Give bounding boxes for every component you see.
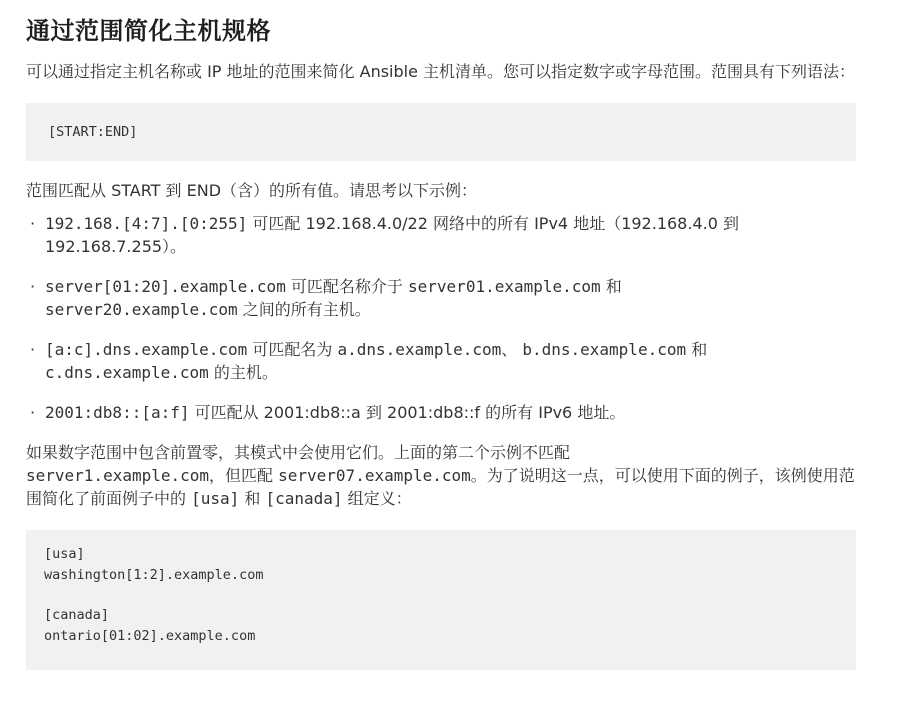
inline-code: 2001:db8::[a:f] (45, 403, 190, 422)
inline-code: server01.example.com (408, 277, 601, 296)
inline-code: b.dns.example.com (522, 340, 687, 359)
example-text: 和 (600, 277, 622, 296)
section-title: 通过范围简化主机规格 (26, 17, 271, 45)
paragraph-text: ，但匹配 (209, 466, 279, 485)
inline-code: server[01:20].example.com (45, 277, 286, 296)
inline-code: server20.example.com (45, 300, 238, 319)
list-item (26, 401, 865, 424)
example-text: 可匹配 192.168.4.0/22 网络中的所有 IPv4 地址（192.168.4.0 到 192.168.7.255）。 (45, 214, 739, 256)
code-line: washington[1:2].example.com (44, 567, 264, 583)
leading-zero-paragraph (26, 441, 856, 510)
example-text: 可匹配名为 (247, 340, 338, 359)
list-item (26, 275, 865, 321)
inline-code: [a:c].dns.example.com (45, 340, 248, 359)
inline-code: server07.example.com (278, 466, 471, 485)
example-text: 之间的所有主机。 (237, 300, 371, 319)
paragraph-text: 和 (239, 489, 266, 508)
intro-paragraph: 可以通过指定主机名称或 IP 地址的范围来简化 Ansible 主机清单。您可以指定数字或字母范围。范围具有下列语法： (26, 62, 856, 81)
inline-code: [usa] (191, 489, 240, 508)
list-item (26, 338, 865, 384)
bullet-icon: · (30, 340, 36, 359)
paragraph-text: 。为了说明这一点，可以使用下面的例子，该例使用范围简化了前面例子中的 (26, 466, 855, 508)
code-line: ontario[01:02].example.com (44, 628, 256, 644)
list-item (26, 212, 865, 258)
paragraph-text: 如果数字范围中包含前置零，其模式中会使用它们。上面的第二个示例不匹配 (26, 443, 571, 462)
inline-code: [canada] (265, 489, 343, 508)
code-blank-line (44, 586, 838, 605)
example-list (26, 212, 886, 424)
inventory-code-block (26, 530, 856, 670)
inline-code: server1.example.com (26, 466, 210, 485)
syntax-code-block (26, 103, 856, 161)
example-text: 和 (686, 340, 708, 359)
example-text: 的主机。 (208, 363, 278, 382)
code-line: [usa] (44, 546, 85, 562)
paragraph-text: 组定义： (342, 489, 412, 508)
inline-code: 192.168.[4:7].[0:255] (45, 214, 248, 233)
inline-code: c.dns.example.com (45, 363, 209, 382)
example-text: 、 (501, 340, 523, 359)
example-text: 可匹配从 2001:db8::a 到 2001:db8::f 的所有 IPv6 地址。 (189, 403, 626, 422)
bullet-icon: · (30, 403, 36, 422)
range-description: 范围匹配从 START 到 END（含）的所有值。请思考以下示例： (26, 181, 478, 200)
bullet-icon: · (30, 277, 36, 296)
bullet-icon: · (30, 214, 36, 233)
document-page (26, 14, 886, 670)
inline-code: a.dns.example.com (337, 340, 502, 359)
code-line: [canada] (44, 607, 110, 623)
syntax-code-line: [START:END] (48, 124, 138, 140)
example-text: 可匹配名称介于 (285, 277, 409, 296)
